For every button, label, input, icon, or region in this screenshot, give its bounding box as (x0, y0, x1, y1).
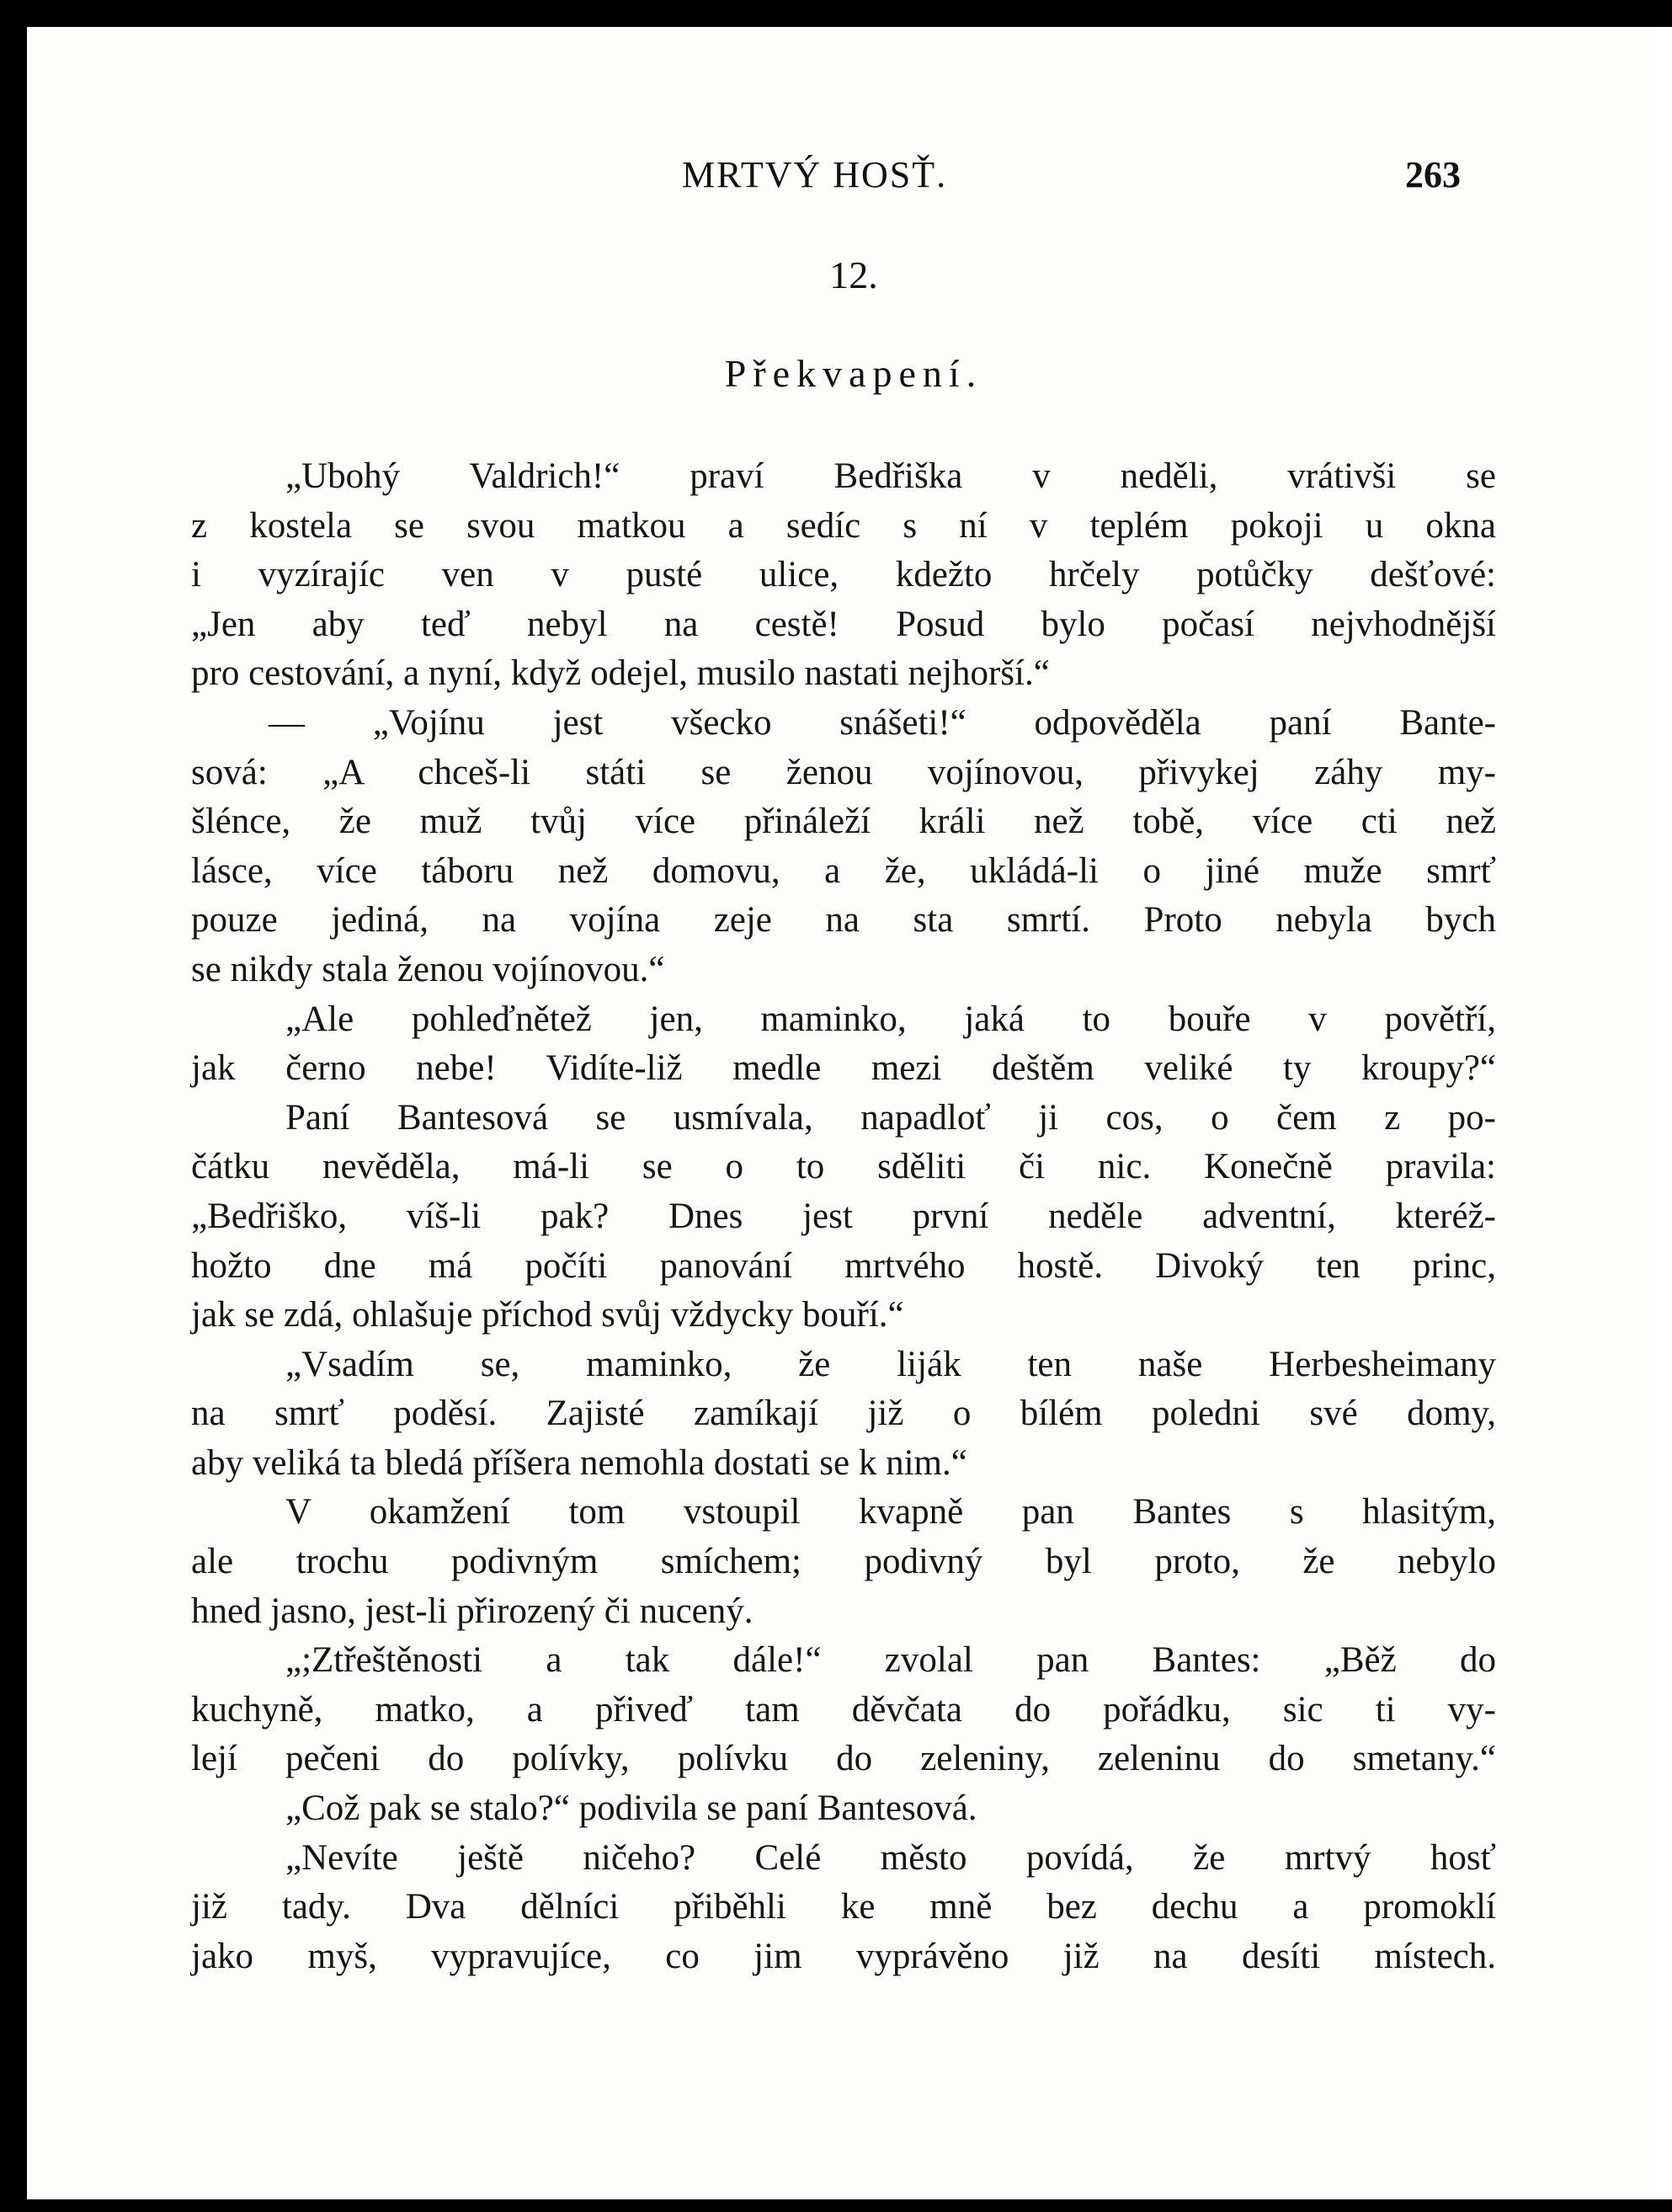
chapter-title: Překvapení. (724, 352, 983, 395)
text-line: aby veliká ta bledá příšera nemohla dostati se k nim.“ (191, 1442, 967, 1483)
text-line: „Vsadím se, maminko, že liják ten naše Herbesheimany (285, 1344, 1496, 1384)
text-line: — „Vojínu jest všecko snášeti!“ odpověděla paní Bante- (269, 702, 1496, 743)
text-line: již tady. Dva dělníci přiběhli ke mně bez dechu a promoklí (191, 1887, 1496, 1927)
text-line: se nikdy stala ženou vojínovou.“ (191, 949, 665, 989)
text-line: pro cestování, a nyní, když odejel, musilo nastati nejhorší.“ (191, 653, 1050, 694)
page-number: 263 (1405, 154, 1461, 195)
text-line: pouze jediná, na vojína zeje na sta smrtí. Proto nebyla bych (191, 900, 1496, 941)
text-line: „Nevíte ještě ničeho? Celé město povídá, že mrtvý hosť (285, 1837, 1496, 1878)
text-line: i vyzírajíc ven v pusté ulice, kdežto hrčely potůčky dešťové: (191, 555, 1496, 595)
text-line: V okamžení tom vstoupil kvapně pan Bantes s hlasitým, (285, 1492, 1496, 1532)
text-line: jako myš, vypravujíce, co jim vyprávěno již na desíti místech. (191, 1936, 1496, 1976)
text-line: jak černo nebe! Vidíte-liž medle mezi deštěm veliké ty kroupy?“ (191, 1048, 1496, 1089)
text-line: sová: „A chceš-li státi se ženou vojínovou, přivykej záhy my- (191, 752, 1496, 792)
text-line: jak se zdá, ohlašuje příchod svůj vždycky bouří.“ (191, 1295, 904, 1335)
chapter-number: 12. (829, 253, 878, 296)
running-head (27, 153, 1655, 204)
text-line: hned jasno, jest-li přirozený či nucený. (191, 1591, 753, 1631)
text-line: „Bedřiško, víš-li pak? Dnes jest první neděle adventní, kteréž- (191, 1196, 1496, 1236)
running-title: MRTVÝ HOSŤ. (682, 154, 948, 195)
text-line: kuchyně, matko, a přiveď tam děvčata do pořádku, sic ti vy- (191, 1689, 1496, 1730)
text-line: čátku nevěděla, má-li se o to sděliti či nic. Konečně pravila: (191, 1147, 1496, 1187)
book-page (27, 27, 1655, 2199)
body-text (191, 452, 1496, 1981)
text-line: Paní Bantesová se usmívala, napadloť ji cos, o čem z po- (285, 1097, 1496, 1138)
text-line: z kostela se svou matkou a sedíc s ní v teplém pokoji u okna (191, 505, 1496, 546)
text-line: „Což pak se stalo?“ podivila se paní Bantesová. (285, 1788, 977, 1829)
text-line: na smrť poděsí. Zajisté zamíkají již o bílém poledni své domy, (191, 1394, 1496, 1434)
page-edge (1655, 27, 1672, 2199)
text-line: „;Ztřeštěnosti a tak dále!“ zvolal pan Bantes: „Běž do (285, 1640, 1496, 1681)
text-line: lásce, více táboru než domovu, a že, ukládá-li o jiné muže smrť (191, 850, 1496, 891)
text-line: „Jen aby teď nebyl na cestě! Posud bylo počasí nejvhodnější (191, 604, 1496, 644)
text-line: „Ubohý Valdrich!“ praví Bedřiška v neděli, vrátivši se (285, 456, 1496, 496)
text-line: „Ale pohleďnětež jen, maminko, jaká to bouře v povětří, (285, 999, 1496, 1039)
text-line: šlénce, že muž tvůj více přináleží králi než tobě, více cti než (191, 802, 1496, 842)
text-line: hožto dne má počíti panování mrtvého hostě. Divoký ten princ, (191, 1245, 1496, 1286)
text-line: lejí pečeni do polívky, polívku do zeleniny, zeleninu do smetany.“ (191, 1739, 1496, 1779)
text-line: ale trochu podivným smíchem; podivný byl proto, že nebylo (191, 1542, 1496, 1582)
